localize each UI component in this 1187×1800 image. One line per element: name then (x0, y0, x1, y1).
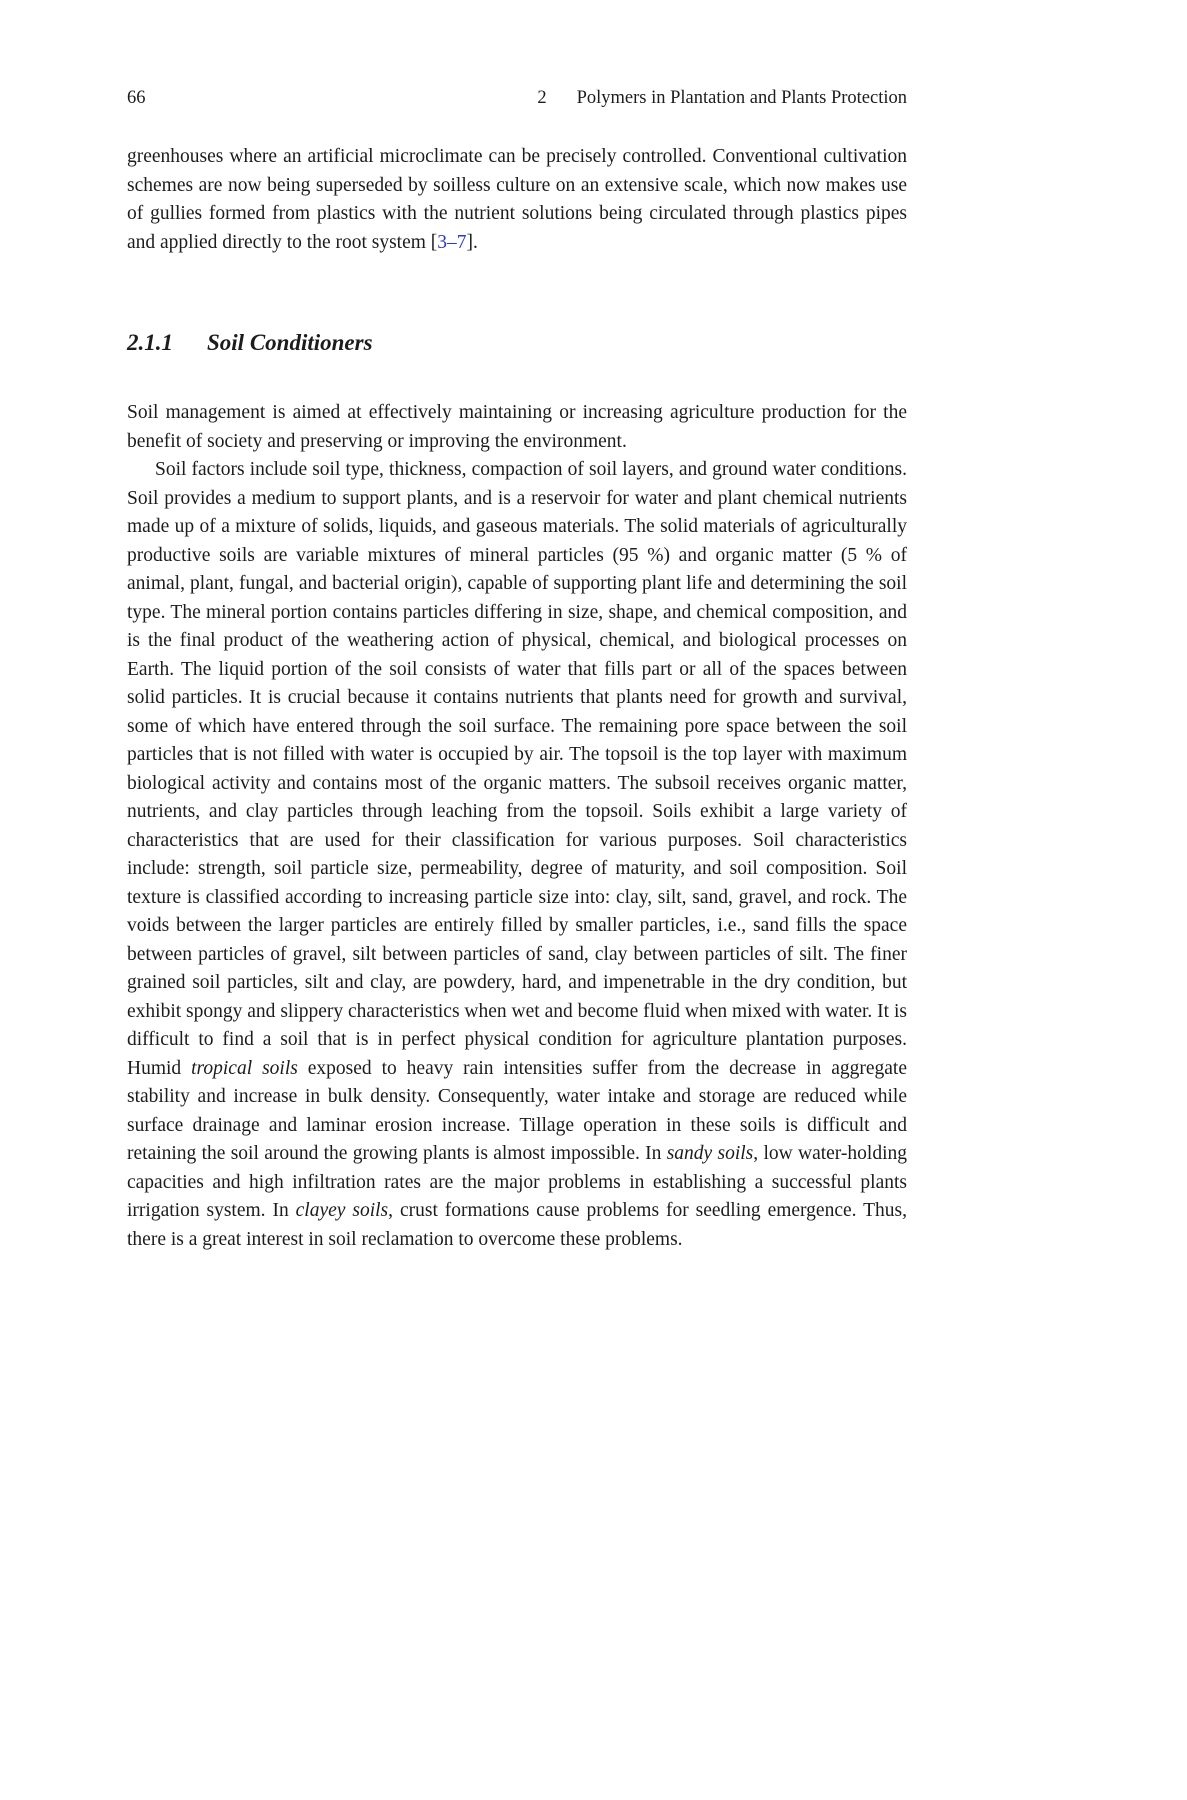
emphasis-text: tropical soils (191, 1057, 298, 1079)
section-title: Soil Conditioners (207, 330, 373, 355)
text-run: Soil management is aimed at effectively maintaining or increasing agriculture production for the benefit of society and preserving or improving the environment. (127, 402, 907, 452)
paragraph-intro (127, 143, 907, 257)
text-run: ]. (466, 231, 478, 253)
citation-link[interactable]: 3–7 (437, 231, 467, 253)
chapter-running-head (537, 86, 907, 110)
text-run: Soil factors include soil type, thickness, compaction of soil layers, and ground water conditions. Soil provides a medium to support plants, and is a reservoir for water and plant chemical nutrients made up of a mixture of solids, liquids, and gaseous materials. The solid materials of agriculturally productive soils are variable mixtures of mineral particles (95 %) and organic matter (5 % of animal, plant, fungal, and bacterial origin), capable of supporting plant life and determining the soil type. The mineral portion contains particles differing in size, shape, and chemical composition, and is the final product of the weathering action of physical, chemical, and biological processes on Earth. The liquid portion of the soil consists of water that fills part or all of the spaces between solid particles. It is crucial because it contains nutrients that plants need for growth and survival, some of which have entered through the soil surface. The remaining pore space between the soil particles that is not filled with water is occupied by air. The topsoil is the top layer with maximum biological activity and contains most of the organic matters. The subsoil receives organic matter, nutrients, and clay particles through leaching from the topsoil. Soils exhibit a large variety of characteristics that are used for their classification for various purposes. Soil characteristics include: strength, soil particle size, permeability, degree of maturity, and soil composition. Soil texture is classified according to increasing particle size into: clay, silt, sand, gravel, and rock. The voids between the larger particles are entirely filled by smaller particles, i.e., sand fills the space between particles of gravel, silt between particles of sand, clay between particles of silt. The finer grained soil particles, silt and clay, are powdery, hard, and impenetrable in the dry condition, but exhibit spongy and slippery characteristics when wet and become fluid when mixed with water. It is difficult to find a soil that is in perfect physical condition for agriculture plantation purposes. Humid (127, 459, 907, 1079)
chapter-title: Polymers in Plantation and Plants Protection (576, 88, 907, 108)
body-paragraphs (127, 399, 907, 1254)
section-number: 2.1.1 (127, 330, 173, 355)
section-heading (127, 328, 907, 358)
chapter-number: 2 (537, 88, 547, 108)
text-run: , low water-holding capacities and high infiltration rates are the major problems in establishing a successful plants irrigation system. In (127, 1143, 907, 1221)
running-header (127, 86, 907, 110)
text-run: exposed to heavy rain intensities suffer from the decrease in aggregate stability and increase in bulk density. Consequently, water intake and storage are reduced while surface drainage and laminar erosion increase. Tillage operation in these soils is difficult and retaining the soil around the growing plants is almost impossible. In (127, 1057, 907, 1164)
text-run: , crust formations cause problems for seedling emergence. Thus, there is a great interest in soil reclamation to overcome these problems. (127, 1200, 907, 1250)
paragraph-soil-factors (127, 456, 907, 1254)
text-block (127, 86, 907, 1254)
paragraph-soil-management (127, 399, 907, 456)
emphasis-text: clayey soils (295, 1200, 389, 1221)
page-number: 66 (127, 88, 146, 108)
intro-paragraphs (127, 143, 907, 257)
text-run: greenhouses where an artificial microclimate can be precisely controlled. Conventional cultivation schemes are now being superseded by soilless culture on an extensive scale, which now makes use of gullies formed from plastics with the nutrient solutions being circulated through plastics pipes and applied directly to the root system [ (127, 146, 907, 253)
emphasis-text: sandy soils (666, 1143, 754, 1164)
